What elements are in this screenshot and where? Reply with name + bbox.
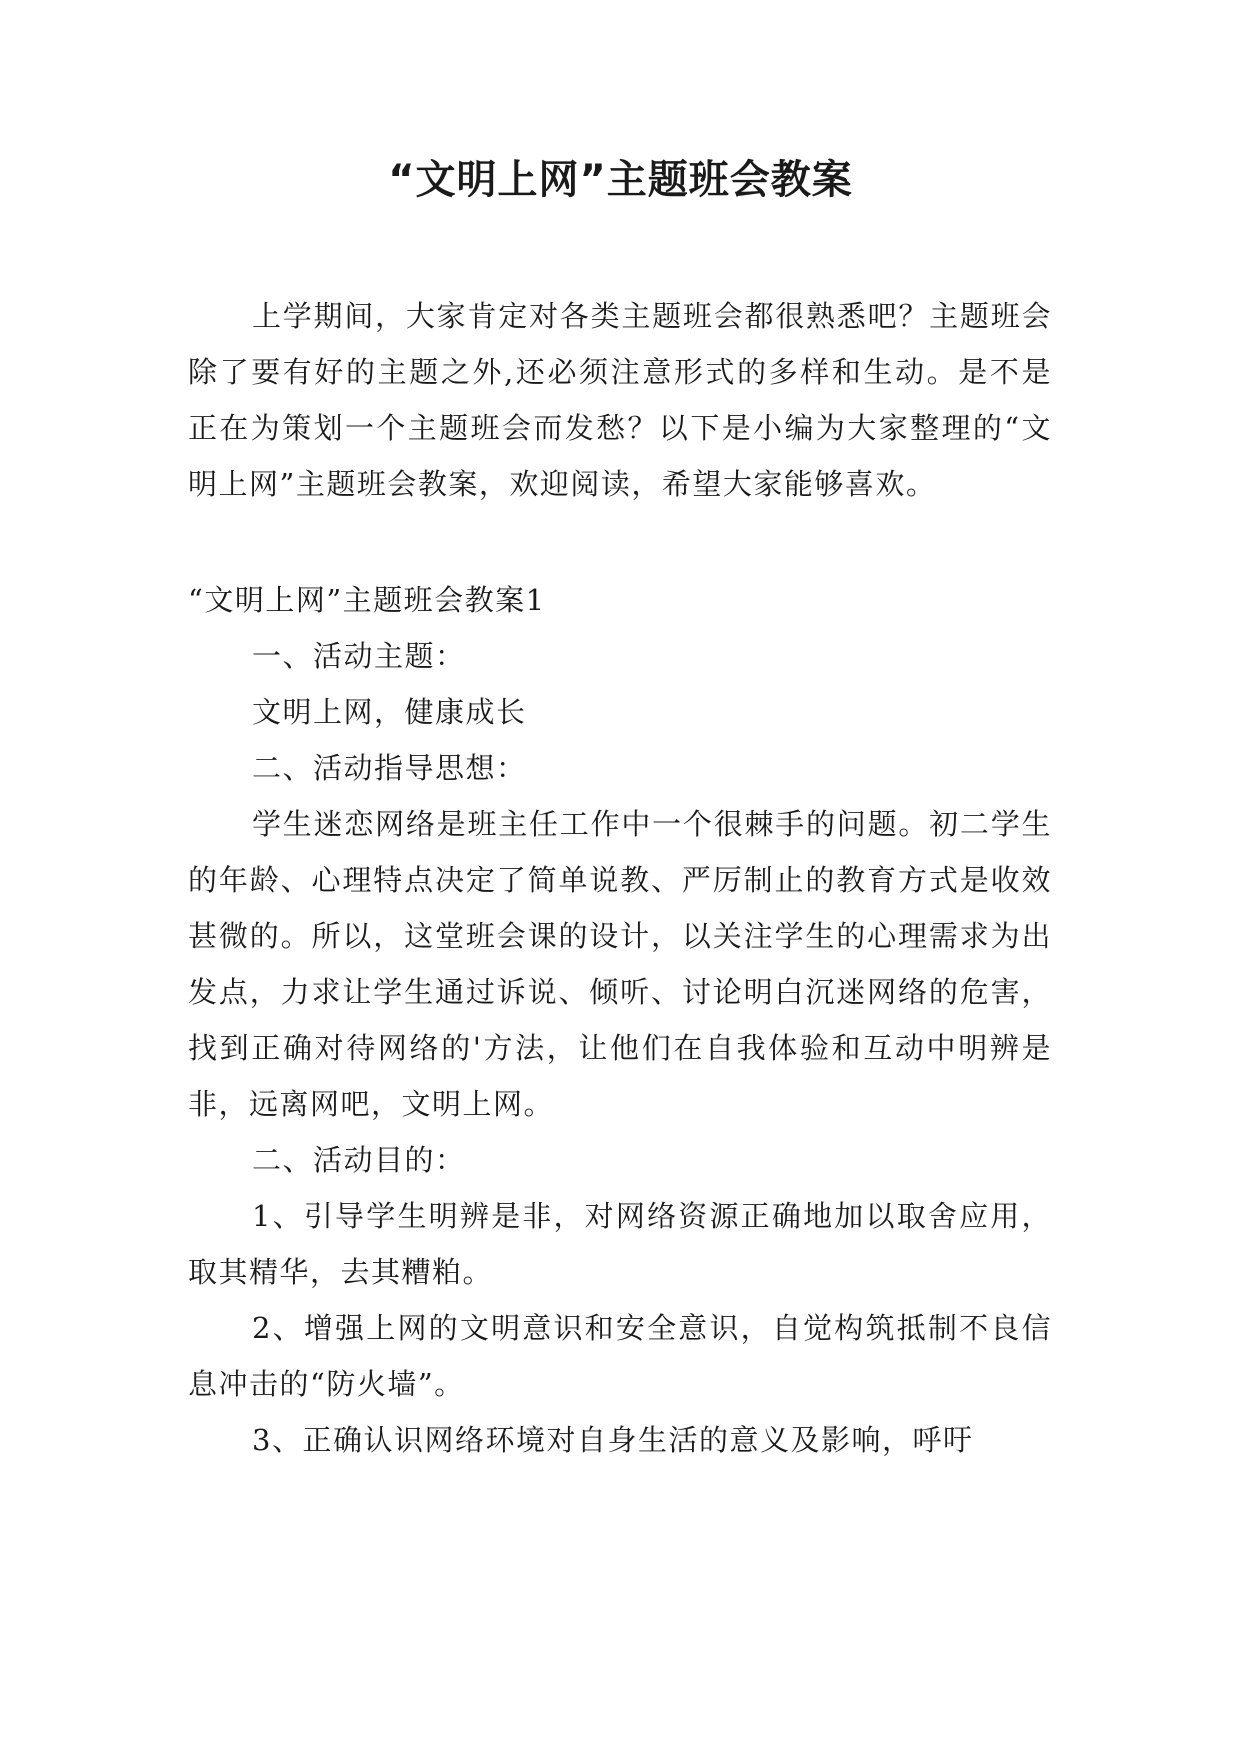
heading-activity-goals: 二、活动目的： [252, 1143, 466, 1177]
heading-activity-theme: 一、活动主题： [252, 639, 466, 673]
section-title: “文明上网”主题班会教案1 [188, 583, 546, 617]
activity-theme-text: 文明上网，健康成长 [252, 695, 527, 729]
paragraph-gap [188, 512, 1052, 572]
guiding-thought-paragraph: 学生迷恋网络是班主任工作中一个很棘手的问题。初二学生的年龄、心理特点决定了简单说教、严厉制止的教育方式是收效甚微的。所以，这堂班会课的设计，以关注学生的心理需求为出发点，力求让学生通过诉说、倾听、讨论明白沉迷网络的危害，找到正确对待网络的'方法，让他们在自我体验和互动中明辨是非，远离网吧，文明上网。 [188, 807, 1052, 1121]
document-title: “文明上网”主题班会教案 [388, 157, 853, 203]
goal-item-1: 1、引导学生明辨是非，对网络资源正确地加以取舍应用，取其精华，去其糟粕。 [188, 1199, 1052, 1289]
intro-paragraph: 上学期间，大家肯定对各类主题班会都很熟悉吧？主题班会除了要有好的主题之外,还必须注意形式的多样和生动。是不是正在为策划一个主题班会而发愁？以下是小编为大家整理的“文明上网”主题班会教案，欢迎阅读，希望大家能够喜欢。 [188, 299, 1052, 501]
document-body [188, 288, 1052, 1468]
heading-guiding-thought: 二、活动指导思想： [252, 751, 527, 785]
goal-item-2: 2、增强上网的文明意识和安全意识，自觉构筑抵制不良信息冲击的“防火墙”。 [188, 1311, 1052, 1401]
goal-item-3: 3、正确认识网络环境对自身生活的意义及影响，呼吁 [252, 1423, 974, 1457]
